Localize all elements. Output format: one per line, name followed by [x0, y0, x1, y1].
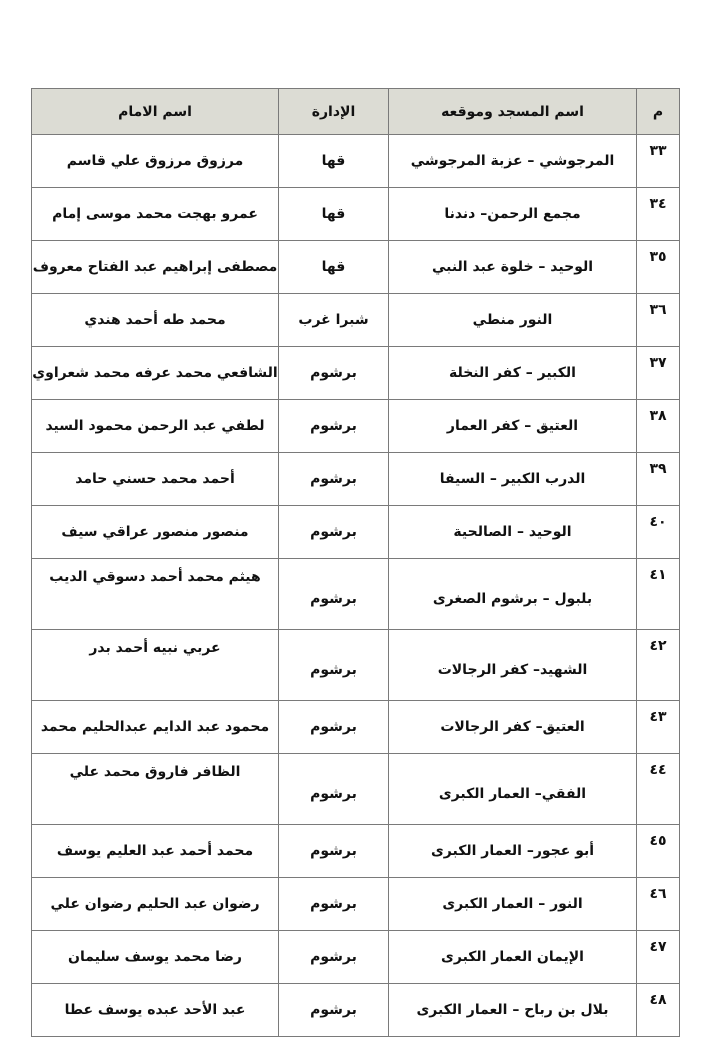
mosque-name: أبو عجور– العمار الكبرى [389, 825, 637, 878]
row-number: ٤٦ [637, 878, 680, 931]
header-num: م [637, 89, 680, 135]
administration: برشوم [279, 347, 389, 400]
row-number: ٤٣ [637, 701, 680, 754]
imam-name: الشافعي محمد عرفه محمد شعراوي [32, 347, 279, 400]
administration: برشوم [279, 506, 389, 559]
mosque-name: بلال بن رباح – العمار الكبرى [389, 984, 637, 1037]
administration: برشوم [279, 453, 389, 506]
administration: برشوم [279, 400, 389, 453]
imam-name: منصور منصور عراقي سيف [32, 506, 279, 559]
table-row [32, 754, 680, 825]
row-number: ٤١ [637, 559, 680, 630]
header-admin: الإدارة [279, 89, 389, 135]
administration: قها [279, 188, 389, 241]
row-number: ٤٢ [637, 630, 680, 701]
row-number: ٤٤ [637, 754, 680, 825]
table-row [32, 630, 680, 701]
mosque-name: المرجوشي – عزبة المرجوشي [389, 135, 637, 188]
mosque-name: النور – العمار الكبرى [389, 878, 637, 931]
imam-name: هيثم محمد أحمد دسوقي الديب [32, 559, 279, 630]
table-row [32, 400, 680, 453]
mosque-name: الدرب الكبير – السيفا [389, 453, 637, 506]
imam-name: رضا محمد يوسف سليمان [32, 931, 279, 984]
imam-name: عبد الأحد عبده يوسف عطا [32, 984, 279, 1037]
administration: برشوم [279, 754, 389, 825]
imam-name: عربي نبيه أحمد بدر [32, 630, 279, 701]
table-row [32, 984, 680, 1037]
imam-name: رضوان عبد الحليم رضوان علي [32, 878, 279, 931]
table-row [32, 506, 680, 559]
imam-name: مرزوق مرزوق علي قاسم [32, 135, 279, 188]
row-number: ٣٩ [637, 453, 680, 506]
table-row [32, 878, 680, 931]
administration: قها [279, 241, 389, 294]
header-mosque: اسم المسجد وموقعه [389, 89, 637, 135]
mosque-name: الإيمان العمار الكبرى [389, 931, 637, 984]
mosque-name: الشهيد– كفر الرجالات [389, 630, 637, 701]
row-number: ٤٥ [637, 825, 680, 878]
header-imam: اسم الامام [32, 89, 279, 135]
imam-name: الظافر فاروق محمد علي [32, 754, 279, 825]
row-number: ٣٤ [637, 188, 680, 241]
table-row [32, 825, 680, 878]
mosque-name: الكبير – كفر النخلة [389, 347, 637, 400]
table-row [32, 453, 680, 506]
table-row [32, 701, 680, 754]
administration: برشوم [279, 984, 389, 1037]
row-number: ٣٦ [637, 294, 680, 347]
mosque-name: الفقي– العمار الكبرى [389, 754, 637, 825]
mosque-name: مجمع الرحمن– دندنا [389, 188, 637, 241]
row-number: ٣٥ [637, 241, 680, 294]
table-row [32, 931, 680, 984]
administration: قها [279, 135, 389, 188]
imams-table [31, 88, 680, 1037]
administration: برشوم [279, 701, 389, 754]
administration: برشوم [279, 559, 389, 630]
mosque-name: النور منطي [389, 294, 637, 347]
administration: برشوم [279, 878, 389, 931]
administration: برشوم [279, 825, 389, 878]
imam-name: محمد طه أحمد هندي [32, 294, 279, 347]
administration: شبرا غرب [279, 294, 389, 347]
table-row [32, 559, 680, 630]
table-body [32, 135, 680, 1037]
imam-name: مصطفى إبراهيم عبد الفتاح معروف [32, 241, 279, 294]
mosque-name: الوحيد – الصالحية [389, 506, 637, 559]
row-number: ٤٧ [637, 931, 680, 984]
row-number: ٤٨ [637, 984, 680, 1037]
mosque-name: العتيق– كفر الرجالات [389, 701, 637, 754]
table-row [32, 347, 680, 400]
imam-name: عمرو بهجت محمد موسى إمام [32, 188, 279, 241]
administration: برشوم [279, 931, 389, 984]
row-number: ٤٠ [637, 506, 680, 559]
table-row [32, 294, 680, 347]
imam-name: محمود عبد الدايم عبدالحليم محمد [32, 701, 279, 754]
mosque-name: الوحيد – خلوة عبد النبي [389, 241, 637, 294]
row-number: ٣٧ [637, 347, 680, 400]
table-row [32, 241, 680, 294]
table-row [32, 188, 680, 241]
table-header-row [32, 89, 680, 135]
imam-name: لطفي عبد الرحمن محمود السيد [32, 400, 279, 453]
mosque-name: بلبول – برشوم الصغرى [389, 559, 637, 630]
row-number: ٣٣ [637, 135, 680, 188]
imam-name: محمد أحمد عبد العليم يوسف [32, 825, 279, 878]
imam-name: أحمد محمد حسني حامد [32, 453, 279, 506]
table-row [32, 135, 680, 188]
mosque-name: العتيق – كفر العمار [389, 400, 637, 453]
administration: برشوم [279, 630, 389, 701]
row-number: ٣٨ [637, 400, 680, 453]
